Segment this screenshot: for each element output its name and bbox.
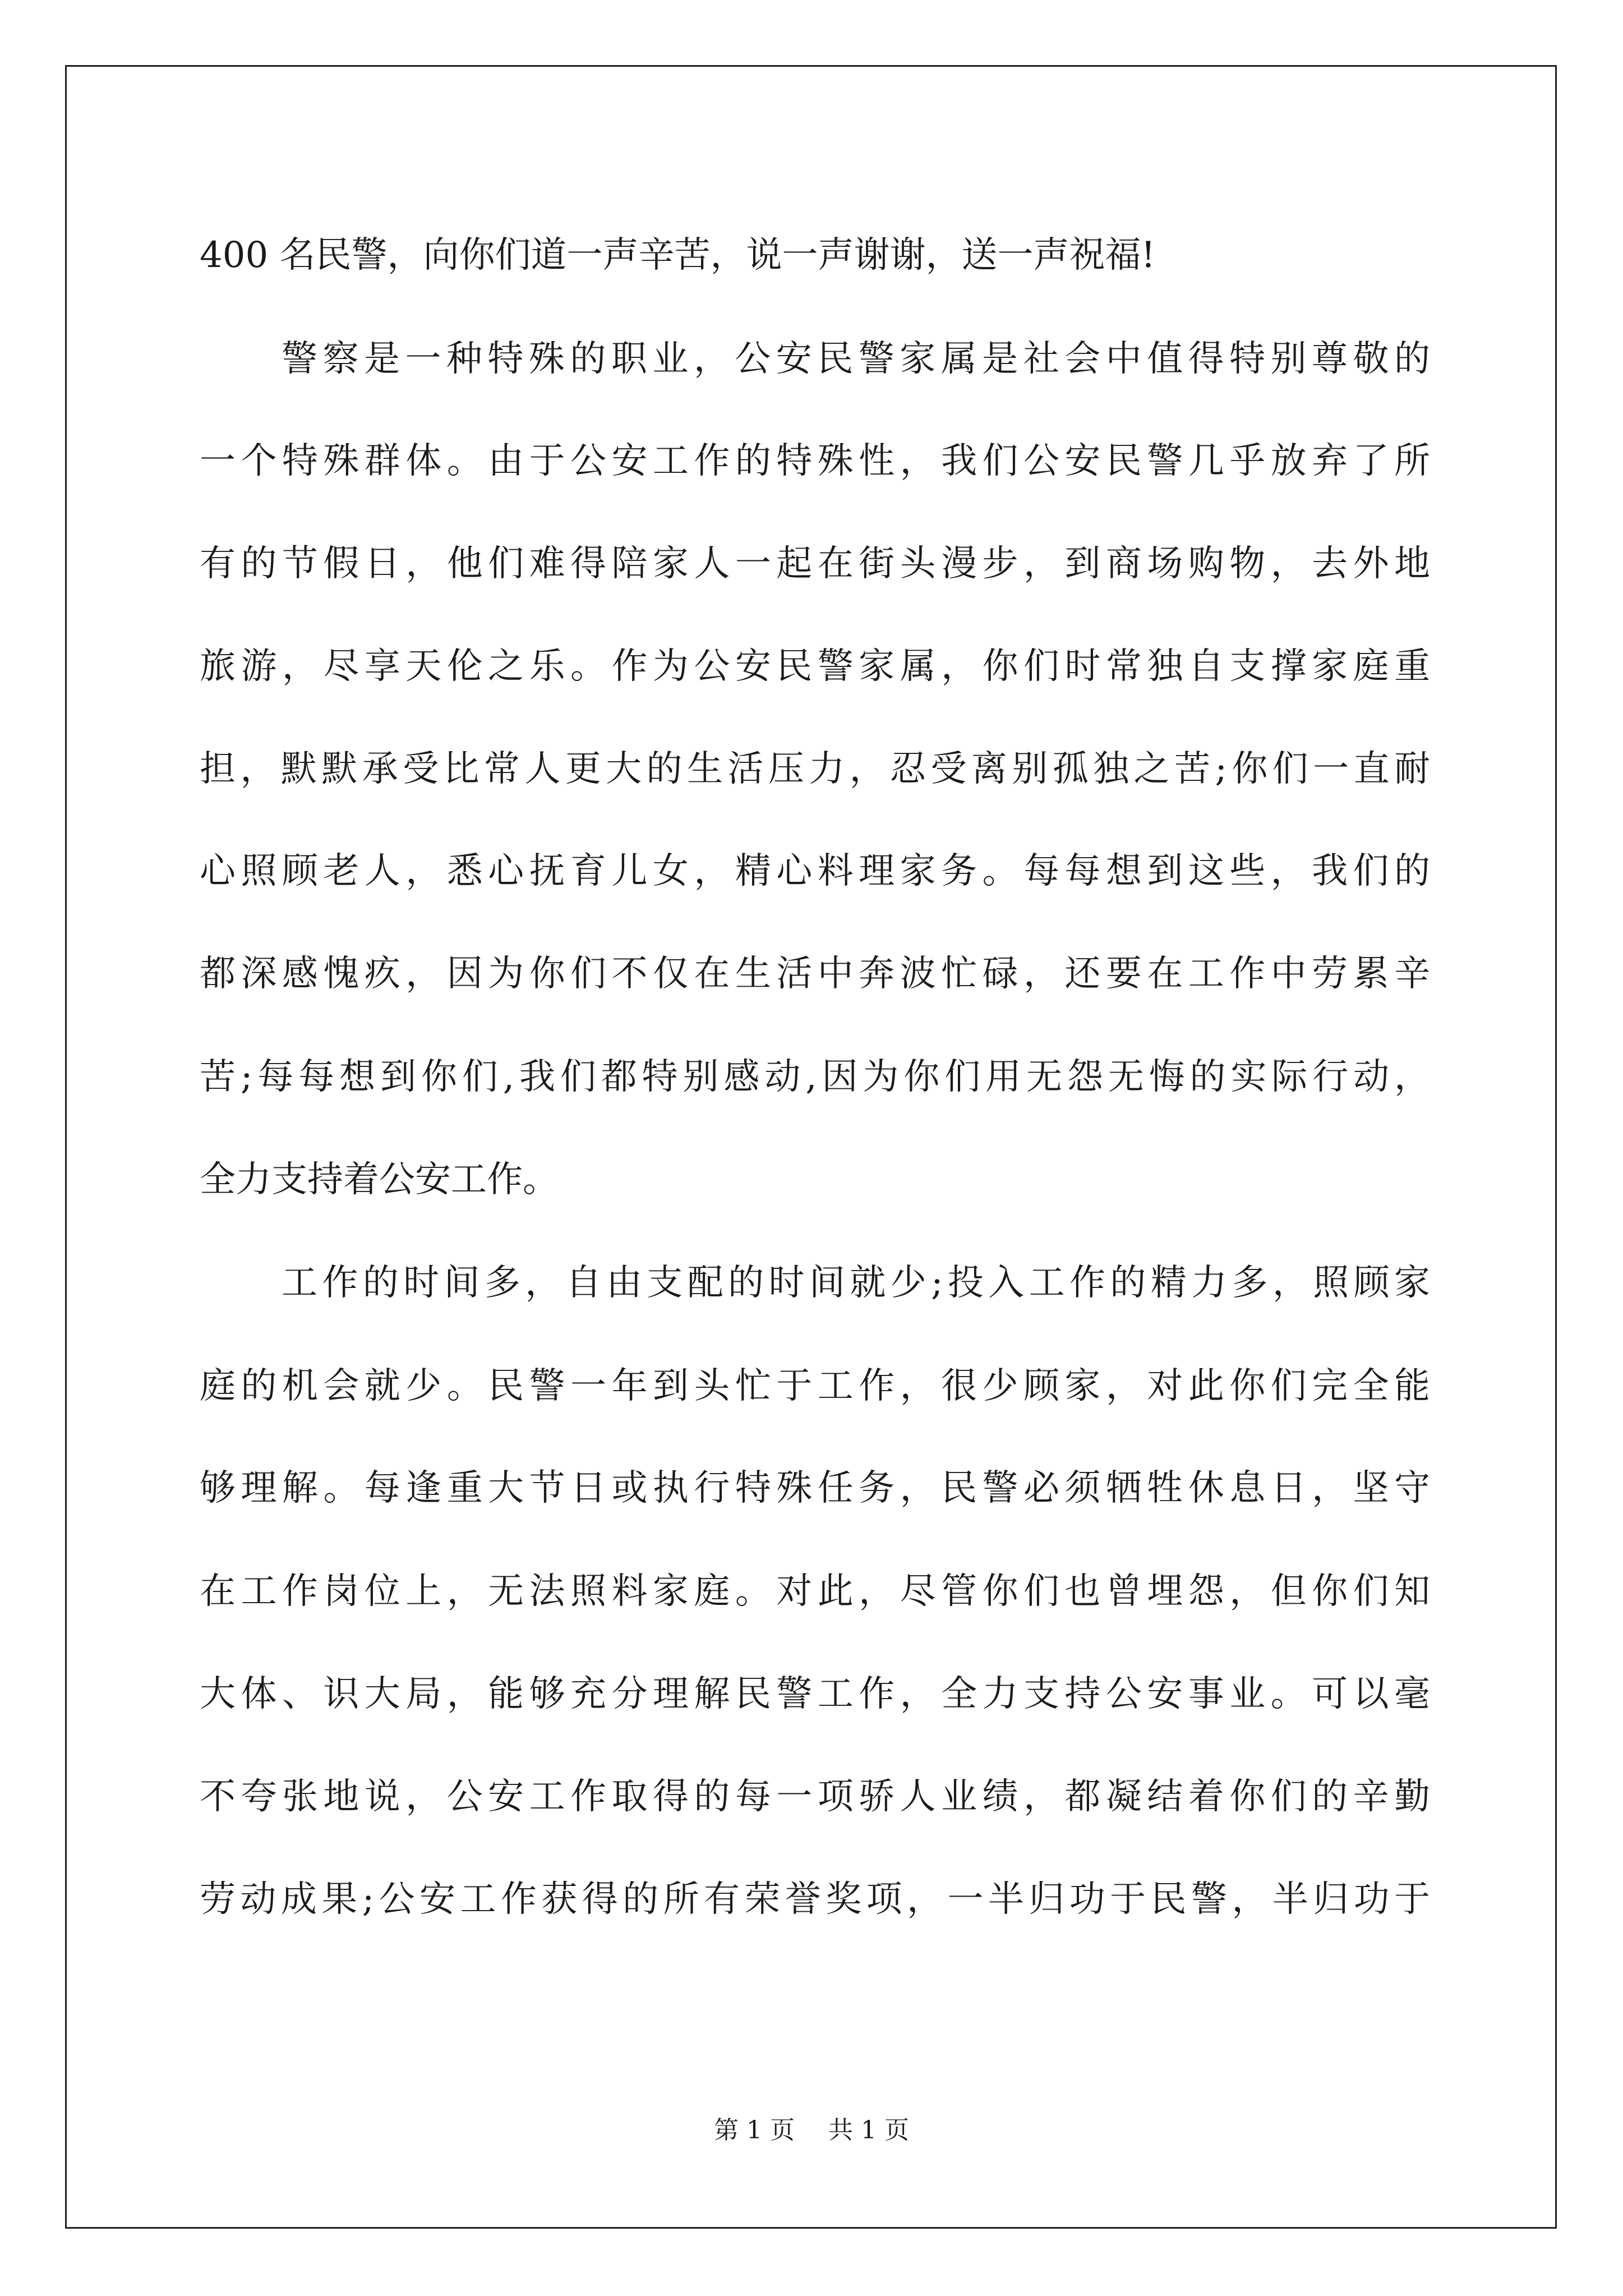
text-line: 警察是一种特殊的职业，公安民警家属是社会中值得特别尊敬的	[282, 338, 1430, 380]
text-line: 庭的机会就少。民警一年到头忙于工作，很少顾家，对此你们完全能	[200, 1365, 1430, 1407]
text-line: 都深感愧疚，因为你们不仅在生活中奔波忙碌，还要在工作中劳累辛	[200, 953, 1430, 995]
page-total: 共 1 页	[828, 2116, 909, 2145]
text-line: 一个特殊群体。由于公安工作的特殊性，我们公安民警几乎放弃了所	[200, 440, 1430, 482]
page-footer	[0, 2115, 1623, 2146]
text-line: 苦;每每想到你们,我们都特别感动,因为你们用无怨无悔的实际行动，	[200, 1056, 1430, 1098]
text-line: 旅游，尽享天伦之乐。作为公安民警家属，你们时常独自支撑家庭重	[200, 646, 1430, 687]
text-line: 400 名民警，向你们道一声辛苦，说一声谢谢，送一声祝福!	[200, 234, 1156, 276]
text-line: 有的节假日，他们难得陪家人一起在街头漫步，到商场购物，去外地	[200, 543, 1430, 585]
page-number: 第 1 页	[714, 2116, 795, 2145]
text-line: 大体、识大局，能够充分理解民警工作，全力支持公安事业。可以毫	[200, 1673, 1430, 1715]
text-line: 全力支持着公安工作。	[200, 1159, 559, 1200]
text-line: 担，默默承受比常人更大的生活压力，忍受离别孤独之苦;你们一直耐	[200, 748, 1430, 790]
text-line: 在工作岗位上，无法照料家庭。对此，尽管你们也曾埋怨，但你们知	[200, 1571, 1430, 1612]
text-line: 不夸张地说，公安工作取得的每一项骄人业绩，都凝结着你们的辛勤	[200, 1776, 1430, 1818]
text-line: 够理解。每逢重大节日或执行特殊任务，民警必须牺牲休息日，坚守	[200, 1467, 1430, 1509]
text-line: 工作的时间多，自由支配的时间就少;投入工作的精力多，照顾家	[282, 1262, 1430, 1304]
text-line: 劳动成果;公安工作获得的所有荣誉奖项，一半归功于民警，半归功于	[200, 1879, 1430, 1920]
text-line: 心照顾老人，悉心抚育儿女，精心料理家务。每每想到这些，我们的	[200, 850, 1430, 892]
